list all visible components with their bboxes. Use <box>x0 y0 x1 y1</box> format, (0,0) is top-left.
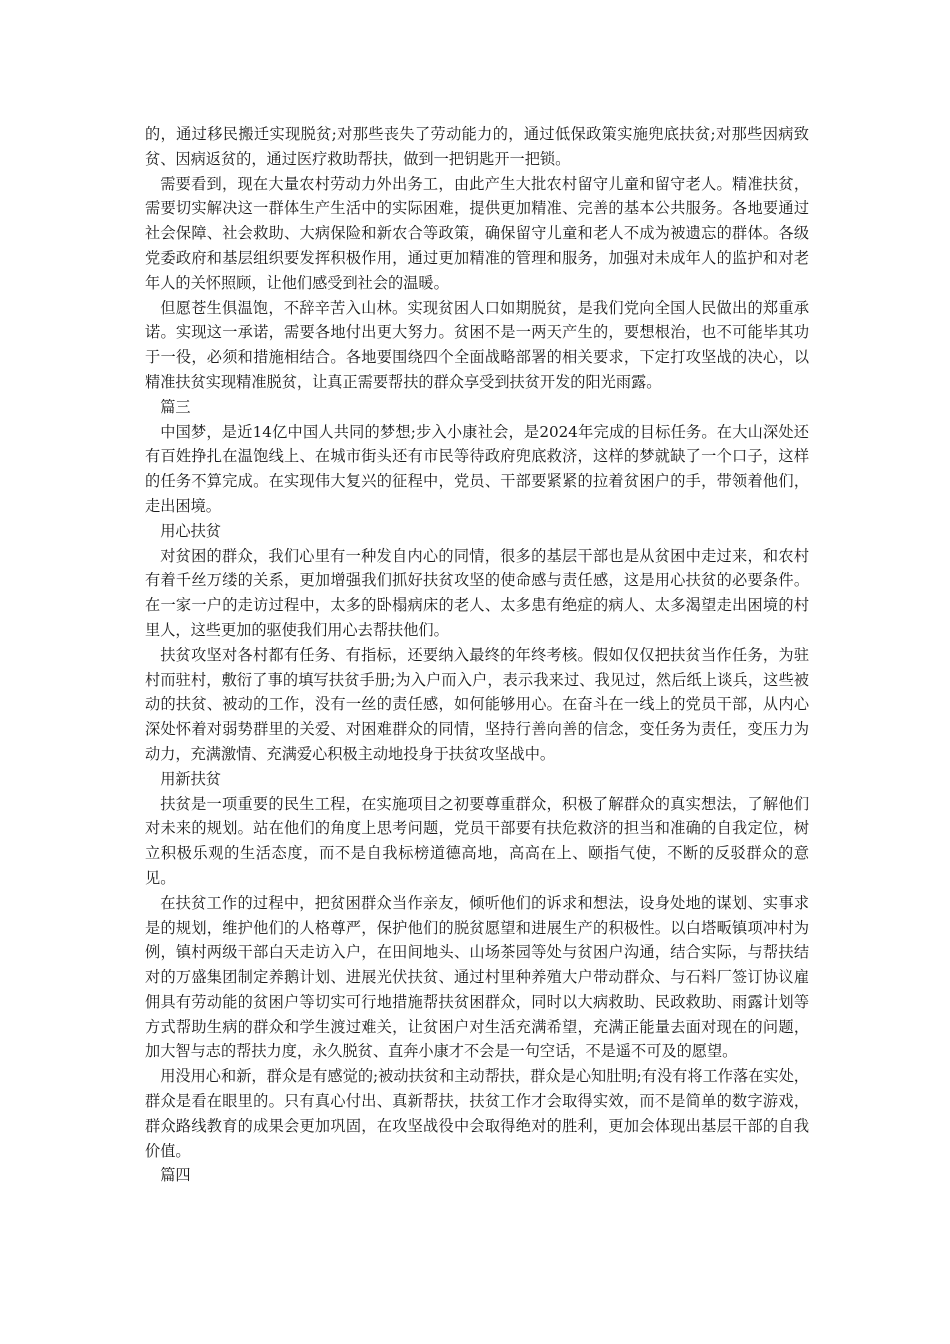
paragraph: 但愿苍生俱温饱，不辞辛苦入山林。实现贫困人口如期脱贫，是我们党向全国人民做出的郑重承诺。实现这一承诺，需要各地付出更大努力。贫困不是一两天产生的，要想根治，也不可能毕其功于一役，必须和措施相结合。各地要围绕四个全面战略部署的相关要求，下定打攻坚战的决心，以精准扶贫实现精准脱贫，让真正需要帮扶的群众享受到扶贫开发的阳光雨露。 <box>145 298 809 391</box>
section-heading: 篇三 <box>160 397 191 416</box>
paragraph: 用没用心和新，群众是有感觉的;被动扶贫和主动帮扶，群众是心知肚明;有没有将工作落在实处，群众是看在眼里的。只有真心付出、真新帮扶，扶贫工作才会取得实效，而不是简单的数字游戏，群众路线教育的成果会更加巩固，在攻坚战役中会取得绝对的胜利，更加会体现出基层干部的自我价值。 <box>145 1067 809 1160</box>
paragraph: 中国梦，是近14亿中国人共同的梦想;步入小康社会，是2024年完成的目标任务。在大山深处还有百姓挣扎在温饱线上、在城市街头还有市民等待政府兜底救济，这样的梦就缺了一个口子，这样的任务不算完成。在实现伟大复兴的征程中，党员、干部要紧紧的拉着贫困户的手，带领着他们，走出困境。 <box>145 422 809 515</box>
section-heading: 篇四 <box>160 1166 191 1185</box>
paragraph: 在扶贫工作的过程中，把贫困群众当作亲友，倾听他们的诉求和想法，设身处地的谋划、实事求是的规划，维护他们的人格尊严，保护他们的脱贫愿望和进展生产的积极性。以白塔畈镇项冲村为例，镇村两级干部白天走访入户，在田间地头、山场茶园等处与贫困户沟通，结合实际，与帮扶结对的万盛集团制定养鹅计划、进展光伏扶贫、通过村里种养殖大户带动群众、与石料厂签订协议雇佣具有劳动能的贫困户等切实可行地措施帮扶贫困群众，同时以大病救助、民政救助、雨露计划等方式帮助生病的群众和学生渡过难关，让贫困户对生活充满希望，充满正能量去面对现在的问题，加大智与志的帮扶力度，永久脱贫、直奔小康才不会是一句空话，不是遥不可及的愿望。 <box>145 893 809 1061</box>
paragraph: 需要看到，现在大量农村劳动力外出务工，由此产生大批农村留守儿童和留守老人。精准扶贫，需要切实解决这一群体生产生活中的实际困难，提供更加精准、完善的基本公共服务。各地要通过社会保障、社会救助、大病保险和新农合等政策，确保留守儿童和老人不成为被遗忘的群体。各级党委政府和基层组织要发挥积极作用，通过更加精准的管理和服务，加强对未成年人的监护和对老年人的关怀照顾，让他们感受到社会的温暖。 <box>145 174 809 292</box>
section-heading: 用心扶贫 <box>160 521 221 540</box>
paragraph: 的，通过移民搬迁实现脱贫;对那些丧失了劳动能力的，通过低保政策实施兜底扶贫;对那些因病致贫、因病返贫的，通过医疗救助帮扶，做到一把钥匙开一把锁。 <box>145 125 809 168</box>
document-body <box>145 122 809 1188</box>
paragraph: 扶贫攻坚对各村都有任务、有指标，还要纳入最终的年终考核。假如仅仅把扶贫当作任务，为驻村而驻村，敷衍了事的填写扶贫手册;为入户而入户，表示我来过、我见过，然后纸上谈兵，这些被动的扶贫、被动的工作，没有一丝的责任感，如何能够用心。在奋斗在一线上的党员干部，从内心深处怀着对弱势群里的关爱、对困难群众的同情，坚持行善向善的信念，变任务为责任，变压力为动力，充满激情、充满爱心积极主动地投身于扶贫攻坚战中。 <box>145 645 809 763</box>
paragraph: 扶贫是一项重要的民生工程，在实施项目之初要尊重群众，积极了解群众的真实想法，了解他们对未来的规划。站在他们的角度上思考问题，党员干部要有扶危救济的担当和准确的自我定位，树立积极乐观的生活态度，而不是自我标榜道德高地，高高在上、颐指气使，不断的反驳群众的意见。 <box>145 794 809 887</box>
section-heading: 用新扶贫 <box>160 769 221 788</box>
paragraph: 对贫困的群众，我们心里有一种发自内心的同情，很多的基层干部也是从贫困中走过来，和农村有着千丝万缕的关系，更加增强我们抓好扶贫攻坚的使命感与责任感，这是用心扶贫的必要条件。在一家一户的走访过程中，太多的卧榻病床的老人、太多患有绝症的病人、太多渴望走出困境的村里人，这些更加的驱使我们用心去帮扶他们。 <box>145 546 809 639</box>
